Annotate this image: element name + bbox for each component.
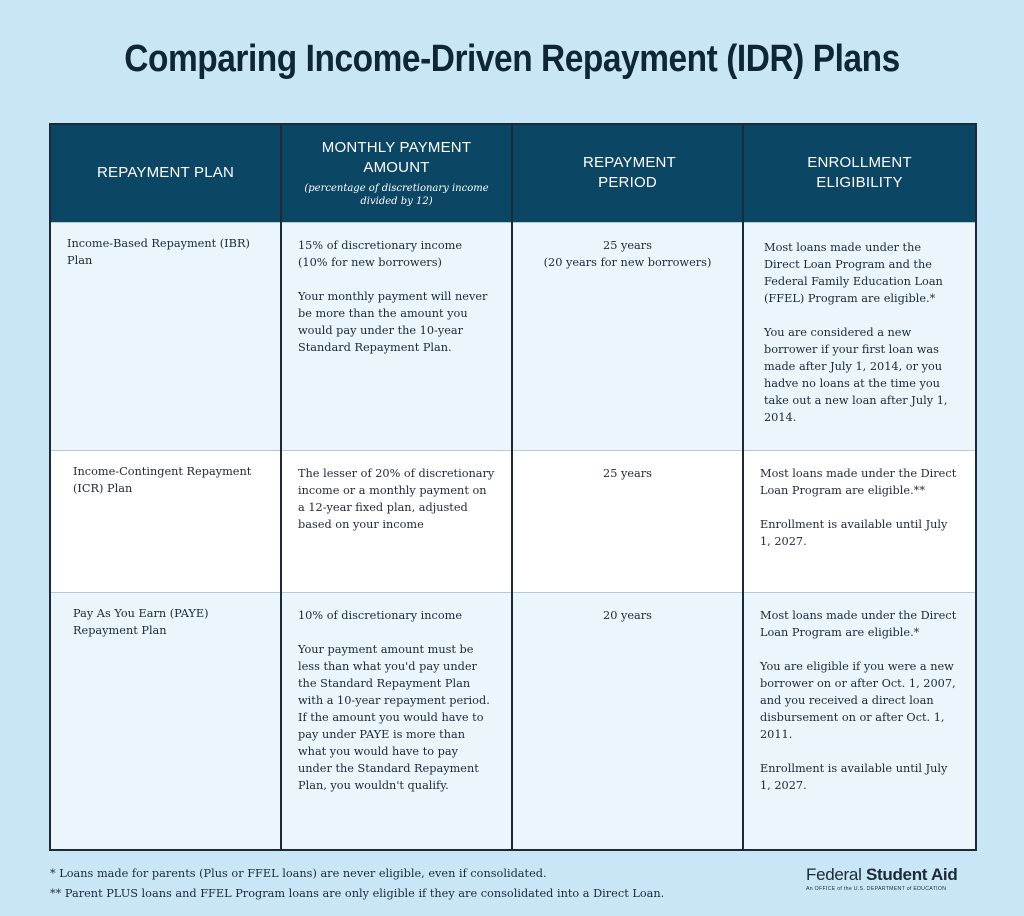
table-row-icr bbox=[50, 450, 976, 592]
plan-name: Income-Based Repayment (IBR) Plan bbox=[67, 236, 250, 267]
header-repayment-period bbox=[512, 124, 743, 222]
cell-eligibility bbox=[743, 450, 976, 592]
logo-tagline: An OFFICE of the U.S. DEPARTMENT of EDUCATION bbox=[806, 886, 947, 892]
cell-plan bbox=[50, 222, 281, 450]
payment-text: Your payment amount must be less than what you'd pay under the Standard Repayment Plan with a 10-year repayment period. If the amount you would have to pay under PAYE is more than what you would have to pay under the Standard Repayment Plan, you wouldn't qualify. bbox=[298, 642, 490, 792]
cell-period bbox=[512, 222, 743, 450]
period-text: 25 years bbox=[603, 466, 652, 480]
plan-name: Income-Contingent Repayment (ICR) Plan bbox=[73, 464, 252, 495]
table-row-ibr bbox=[50, 222, 976, 450]
header-monthly-payment-label: MONTHLY PAYMENT AMOUNT bbox=[321, 139, 472, 177]
header-monthly-payment bbox=[281, 124, 512, 222]
header-repayment-period-label: REPAYMENT PERIOD bbox=[583, 154, 676, 192]
period-text: 25 years bbox=[603, 238, 652, 252]
plan-name: Pay As You Earn (PAYE) Repayment Plan bbox=[73, 606, 209, 637]
period-note: (20 years for new borrowers) bbox=[543, 255, 712, 269]
footnotes bbox=[50, 864, 664, 904]
header-repayment-plan-label: REPAYMENT PLAN bbox=[96, 164, 234, 182]
cell-plan bbox=[50, 450, 281, 592]
payment-text: Your monthly payment will never be more than the amount you would pay under the 10-year Standard Repayment Plan. bbox=[298, 289, 488, 354]
eligibility-text: Enrollment is available until July 1, 2027. bbox=[760, 761, 948, 792]
cell-plan bbox=[50, 592, 281, 850]
idr-comparison-table bbox=[49, 123, 977, 851]
eligibility-text: You are considered a new borrower if your first loan was made after July 1, 2014, or you hadve no loans at the time you take out a new loan after July 1, 2014. bbox=[764, 325, 948, 424]
cell-payment bbox=[281, 592, 512, 850]
header-enrollment-eligibility bbox=[743, 124, 976, 222]
logo-word-student-aid: Student Aid bbox=[865, 865, 958, 884]
cell-eligibility bbox=[743, 592, 976, 850]
federal-student-aid-logo bbox=[806, 865, 966, 892]
eligibility-text: You are eligible if you were a new borrower on or after Oct. 1, 2007, and you received a direct loan disbursement on or after Oct. 1, 2011. bbox=[760, 659, 956, 741]
period-text: 20 years bbox=[603, 608, 652, 622]
eligibility-text: Most loans made under the Direct Loan Program are eligible.* bbox=[760, 608, 957, 639]
eligibility-text: Most loans made under the Direct Loan Program and the Federal Family Education Loan (FFEL) Program are eligible.* bbox=[764, 240, 943, 305]
payment-text: The lesser of 20% of discretionary income or a monthly payment on a 12-year fixed plan, adjusted based on your income bbox=[298, 466, 495, 531]
footnote-double-asterisk: ** Parent PLUS loans and FFEL Program loans are only eligible if they are consolidated into a Direct Loan. bbox=[50, 887, 665, 900]
header-enrollment-eligibility-label: ENROLLMENT ELIGIBILITY bbox=[807, 154, 912, 192]
page-title: Comparing Income-Driven Repayment (IDR) Plans bbox=[124, 38, 900, 80]
header-monthly-payment-note: (percentage of discretionary income divided by 12) bbox=[304, 182, 489, 207]
eligibility-text: Most loans made under the Direct Loan Program are eligible.** bbox=[760, 466, 957, 497]
cell-payment bbox=[281, 222, 512, 450]
cell-period bbox=[512, 450, 743, 592]
eligibility-text: Enrollment is available until July 1, 2027. bbox=[760, 517, 948, 548]
header-repayment-plan bbox=[50, 124, 281, 222]
cell-eligibility bbox=[743, 222, 976, 450]
cell-payment bbox=[281, 450, 512, 592]
payment-text: 10% of discretionary income bbox=[298, 608, 463, 622]
payment-text: 15% of discretionary income (10% for new borrowers) bbox=[298, 238, 463, 269]
footnote-single-asterisk: * Loans made for parents (Plus or FFEL loans) are never eligible, even if consolidated. bbox=[50, 867, 547, 880]
table-header-row bbox=[50, 124, 976, 222]
cell-period bbox=[512, 592, 743, 850]
table-row-paye bbox=[50, 592, 976, 850]
logo-wordmark bbox=[806, 865, 966, 885]
logo-word-federal: Federal bbox=[806, 865, 862, 884]
